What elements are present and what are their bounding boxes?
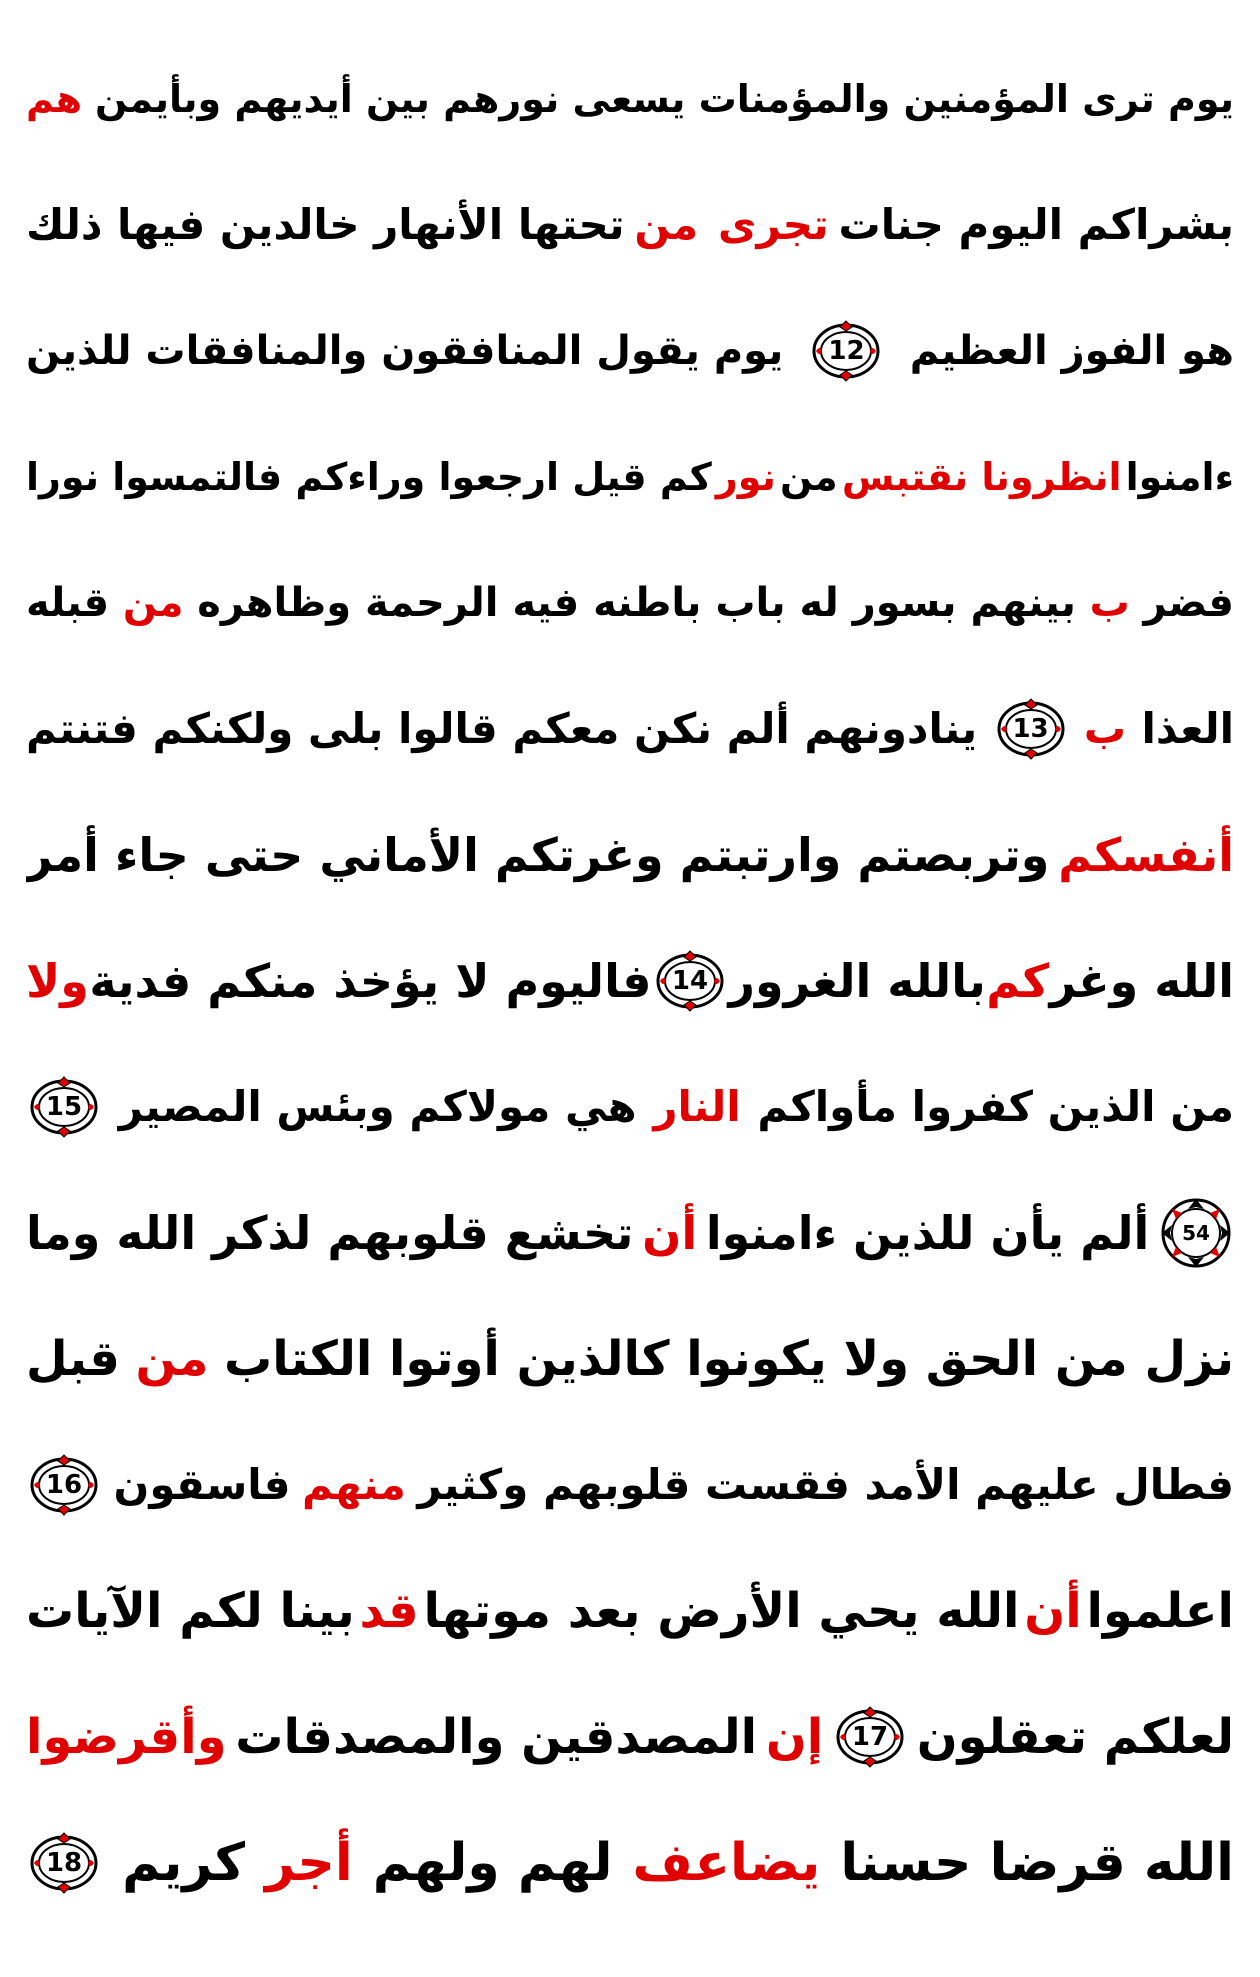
- text-line-6: [26, 670, 1234, 788]
- ayah-number: 12: [828, 336, 865, 366]
- verse-text: تحتها الأنهار خالدين فيها ذلك: [26, 200, 625, 249]
- tajweed-highlight-text: هم: [26, 77, 83, 121]
- text-lines: [26, 40, 1234, 1940]
- verse-text: بينهم بسور له باب باطنه فيه الرحمة وظاهره: [197, 580, 1076, 626]
- verse-text: هي مولاكم وبئس المصير: [118, 1082, 637, 1131]
- ayah-number: 17: [851, 1722, 889, 1752]
- hizb-marker: [1160, 1197, 1232, 1269]
- text-line-5: [26, 544, 1234, 662]
- verse-text: فضر: [1143, 580, 1234, 626]
- tajweed-highlight-text: تجرى: [717, 200, 829, 249]
- tajweed-highlight-text: من: [634, 200, 699, 249]
- verse-text: فطال عليهم الأمد فقست قلوبهم وكثير: [417, 1460, 1234, 1509]
- ayah-number-marker: [30, 1451, 98, 1519]
- ayah-number-marker: [997, 695, 1065, 763]
- tajweed-highlight-text: ب: [1083, 704, 1127, 753]
- tajweed-highlight-text: ب: [1089, 580, 1130, 626]
- verse-text: اعلموا: [1086, 1583, 1234, 1639]
- verse-text: بالله الغرور: [728, 954, 986, 1008]
- verse-text: ينادونهم ألم نكن معكم قالوا بلى ولكنكم فتنتم: [26, 704, 978, 753]
- verse-text: هو الفوز العظيم: [909, 328, 1234, 374]
- tajweed-highlight-text: منهم: [302, 1460, 406, 1509]
- verse-text: لعلكم تعقلون: [916, 1709, 1234, 1765]
- ayah-number-marker: [30, 1073, 98, 1141]
- verse-text: الله يحي الأرض بعد موتها: [423, 1583, 1020, 1639]
- text-line-4: [26, 418, 1234, 536]
- ayah-number-marker: [836, 1703, 904, 1771]
- text-line-9: [26, 1048, 1234, 1166]
- verse-text: وتربصتم وارتبتم وغرتكم الأماني حتى جاء أمر: [26, 828, 1050, 882]
- verse-text: الله قرضا حسنا: [840, 1833, 1234, 1893]
- text-line-1: [26, 40, 1234, 158]
- verse-text: تخشع قلوبهم لذكر الله وما: [26, 1206, 634, 1260]
- text-line-7: [26, 796, 1234, 914]
- ayah-number: 14: [671, 966, 709, 996]
- tajweed-highlight-text: النار: [653, 1082, 741, 1131]
- verse-text: قبل: [26, 1331, 120, 1387]
- ayah-number: 15: [45, 1092, 83, 1122]
- hizb-number: 54: [1182, 1221, 1210, 1245]
- text-line-15: [26, 1804, 1234, 1922]
- tajweed-highlight-text: يضاعف: [632, 1833, 821, 1893]
- tajweed-highlight-text: من: [122, 580, 184, 626]
- text-line-12: [26, 1426, 1234, 1544]
- tajweed-highlight-text: أن: [1024, 1583, 1082, 1639]
- tajweed-highlight-text: انظرونا نقتبس: [841, 455, 1122, 499]
- verse-text: المصدقين والمصدقات: [235, 1709, 758, 1765]
- verse-text: الله وغر: [1049, 954, 1234, 1008]
- text-line-10: [26, 1174, 1234, 1292]
- ayah-number-marker: [30, 1829, 98, 1897]
- verse-text: قبله: [26, 580, 110, 626]
- ayah-number: 16: [45, 1470, 83, 1500]
- verse-text: العذا: [1141, 704, 1234, 753]
- ayah-number-marker: [812, 317, 880, 385]
- verse-text: فاسقون: [113, 1460, 291, 1509]
- tajweed-highlight-text: قد: [359, 1583, 419, 1639]
- ayah-number-marker: [656, 947, 724, 1015]
- text-line-14: [26, 1678, 1234, 1796]
- verse-text: كم قيل ارجعوا وراءكم فالتمسوا نورا: [26, 455, 712, 499]
- verse-text: فاليوم لا يؤخذ منكم فدية: [89, 954, 652, 1008]
- text-line-2: [26, 166, 1234, 284]
- text-line-13: [26, 1552, 1234, 1670]
- tajweed-highlight-text: كم: [986, 954, 1050, 1008]
- verse-text: من: [779, 455, 838, 499]
- ayah-number: 18: [45, 1848, 83, 1878]
- verse-text: كريم: [122, 1833, 246, 1893]
- verse-text: ألم يأن للذين ءامنوا: [705, 1206, 1150, 1260]
- tajweed-highlight-text: أنفسكم: [1058, 828, 1234, 882]
- text-line-11: [26, 1300, 1234, 1418]
- tajweed-highlight-text: أن: [642, 1206, 698, 1260]
- tajweed-highlight-text: وأقرضوا: [26, 1709, 227, 1765]
- text-line-3: [26, 292, 1234, 410]
- text-line-8: [26, 922, 1234, 1040]
- verse-text: يوم يقول المنافقون والمنافقات للذين: [26, 328, 784, 374]
- ayah-number: 13: [1012, 714, 1049, 744]
- verse-text: بينا لكم الآيات: [26, 1583, 355, 1639]
- verse-text: لهم ولهم: [372, 1833, 613, 1893]
- verse-text: نزل من الحق ولا يكونوا كالذين أوتوا الكتاب: [224, 1331, 1234, 1387]
- tajweed-highlight-text: أجر: [265, 1833, 353, 1893]
- tajweed-highlight-text: ولا: [26, 954, 89, 1008]
- tajweed-highlight-text: من: [135, 1331, 209, 1387]
- verse-text: ءامنوا: [1125, 455, 1234, 499]
- tajweed-highlight-text: نور: [715, 455, 776, 499]
- tajweed-highlight-text: إن: [765, 1709, 824, 1765]
- verse-text: بشراكم اليوم جنات: [838, 200, 1234, 249]
- verse-text: يوم ترى المؤمنين والمؤمنات يسعى نورهم بين أيديهم وبأيمن: [95, 77, 1234, 121]
- verse-text: من الذين كفروا مأواكم: [757, 1082, 1234, 1131]
